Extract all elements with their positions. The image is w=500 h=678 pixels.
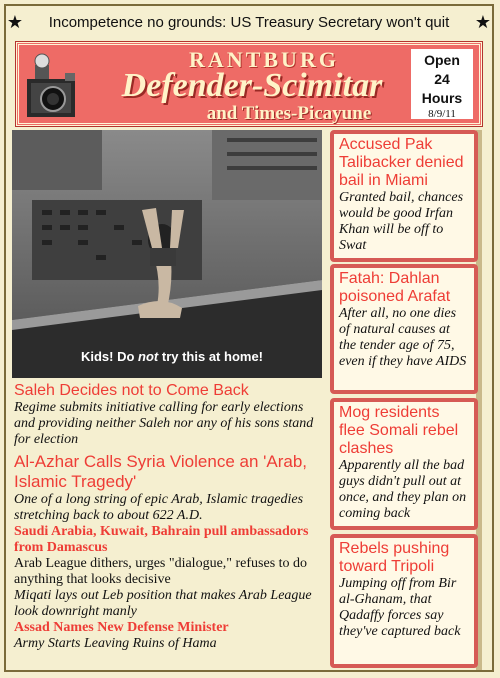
masthead-subtitle: and Times-Picayune [206, 103, 372, 124]
camera-icon [25, 53, 79, 121]
photo-caption [72, 349, 272, 364]
sidebar-story[interactable] [330, 398, 478, 530]
article-line-miqati[interactable]: Miqati lays out Leb position that makes Arab League look downright manly [14, 588, 312, 619]
article-headline-al-azhar[interactable]: Al-Azhar Calls Syria Violence an 'Arab, Islamic Tragedy' [14, 452, 308, 491]
article-summary-ambassadors: Arab League dithers, urges "dialogue," refuses to do anything that looks decisive [14, 556, 308, 587]
sidebar-story-headline[interactable]: Rebels pushing toward Tripoli [339, 540, 450, 575]
caption-part: try this at home! [158, 349, 264, 364]
sidebar-story-summary: Granted bail, chances would be good Irfan Khan will be off to Swat [339, 190, 464, 253]
left-articles [14, 382, 324, 652]
sidebar-story-headline[interactable]: Accused Pak Talibacker denied bail in Miami [339, 136, 464, 189]
article-headline-assad[interactable]: Assad Names New Defense Minister [14, 620, 229, 635]
article-summary-saleh: Regime submits initiative calling for early elections and providing neither Saleh nor any of his sons stand for election [14, 400, 314, 447]
article-line-hama[interactable]: Army Starts Leaving Ruins of Hama [14, 636, 217, 651]
caption-part: Kids! Do [80, 349, 139, 364]
article-summary-al-azhar: One of a long string of epic Arab, Islamic tragedies stretching back to about 622 A.D. [14, 492, 304, 523]
issue-date: 8/9/11 [428, 108, 456, 120]
hours-open: Open [424, 52, 460, 68]
open-hours-box [411, 49, 473, 119]
article-headline-ambassadors[interactable]: Saudi Arabia, Kuwait, Bahrain pull ambassadors from Damascus [14, 524, 309, 555]
article-headline-saleh[interactable]: Saleh Decides not to Come Back [14, 382, 249, 399]
hours-label: Hours [421, 90, 463, 106]
sidebar-story[interactable] [330, 264, 478, 394]
sidebar-story-headline[interactable]: Mog residents flee Somali rebel clashes [339, 404, 459, 457]
star-icon: ★ [474, 11, 492, 32]
feature-photo[interactable] [12, 130, 322, 378]
skyscraper-photo [12, 130, 322, 378]
star-icon: ★ [6, 11, 24, 32]
masthead-title: Defender-Scimitar [121, 67, 383, 104]
top-headline-bar [6, 8, 492, 36]
sidebar [330, 130, 478, 670]
sidebar-story-summary: After all, no one dies of natural causes at the tender age of 75, even if they have AIDS [339, 306, 467, 369]
masthead-rantburg: RANTBURG [189, 47, 339, 72]
caption-emphasis: not [138, 349, 159, 364]
top-headline-link[interactable]: Incompetence no grounds: US Treasury Secretary won't quit [48, 13, 450, 31]
sidebar-story[interactable] [330, 130, 478, 262]
sidebar-story[interactable] [330, 534, 478, 668]
sidebar-story-summary: Jumping off from Bir al-Ghanam, that Qadaffy forces say they've captured back [339, 576, 461, 639]
sidebar-story-summary: Apparently all the bad guys didn't pull out at once, and they plan on coming back [339, 458, 467, 521]
sidebar-story-headline[interactable]: Fatah: Dahlan poisoned Arafat [339, 270, 451, 305]
hours-24: 24 [434, 71, 450, 87]
masthead[interactable] [16, 42, 482, 126]
